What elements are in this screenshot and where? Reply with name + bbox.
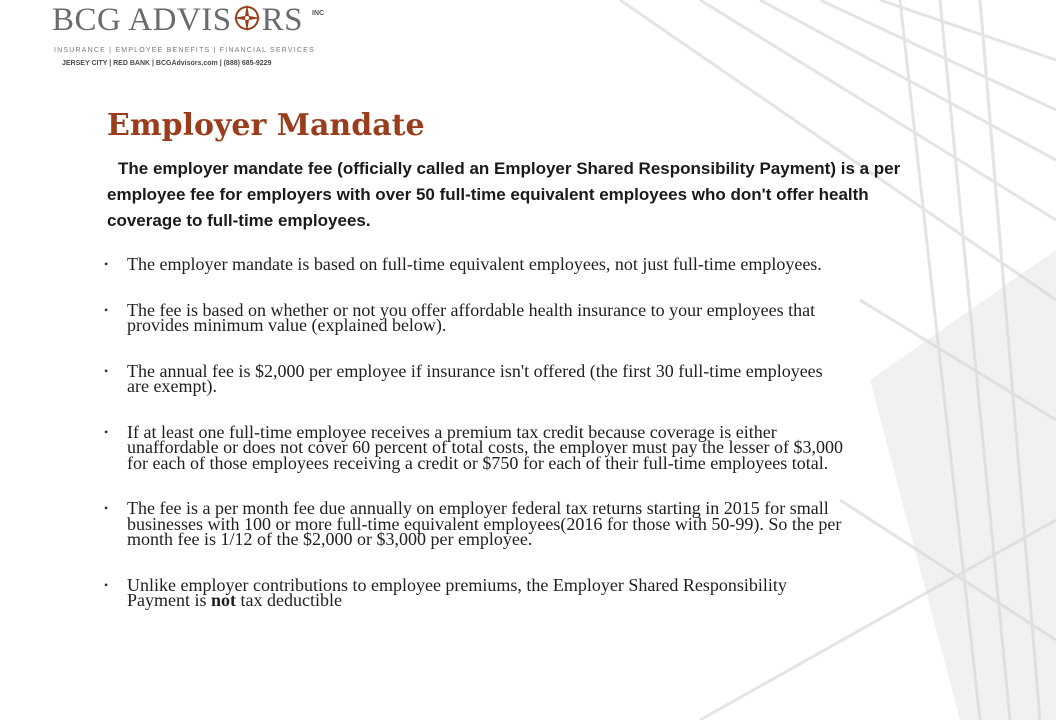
bullet-item <box>104 254 844 274</box>
page-title: Employer Mandate <box>107 108 425 143</box>
bullet-text: The fee is a per month fee due annually on employer federal tax returns starting in 2015 for small businesses with 100 or more full-time equivalent employees(2016 for those with 50-99). So the per month fee is 1/12 of the $2,000 or $3,000 per employee. <box>127 498 842 549</box>
logo-services: INSURANCE | EMPLOYEE BENEFITS | FINANCIAL SERVICES <box>54 47 315 54</box>
bullet-dot-icon: • <box>104 302 109 317</box>
bullet-item <box>104 360 844 396</box>
bullet-dot-icon: • <box>104 577 109 592</box>
logo-contact: JERSEY CITY | RED BANK | BCGAdvisors.com | (888) 685-9229 <box>62 60 272 67</box>
bullet-text-emphasis: not <box>211 590 237 610</box>
logo-inc: INC <box>312 10 325 17</box>
bullet-text: If at least one full-time employee receives a premium tax credit because coverage is either unaffordable or does not cover 60 percent of total costs, the employer must pay the lesser of $3,000 for each of those employees receiving a credit or $750 for each of their full-time employees total. <box>127 421 843 473</box>
bullet-item <box>104 498 844 549</box>
bullet-item <box>104 574 844 610</box>
subtitle-summary: The employer mandate fee (officially called an Employer Shared Responsibility Payment) is a per employee fee for employers with over 50 full-time equivalent employees who don't offer health coverage to full-time employees. <box>107 159 901 230</box>
logo-wordmark: BCG ADVIS RS <box>52 2 303 38</box>
bullet-dot-icon: • <box>104 257 109 271</box>
bullet-item <box>104 421 844 473</box>
bullet-text: The annual fee is $2,000 per employee if insurance isn't offered (the first 30 full-time employees are exempt). <box>127 360 823 396</box>
bullet-text: The fee is based on whether or not you offer affordable health insurance to your employees that provides minimum value (explained below). <box>127 299 816 335</box>
company-logo[interactable] <box>44 2 344 70</box>
bullet-list <box>104 254 844 610</box>
bullet-text-start: Unlike employer contributions to employee premiums, the Employer Shared Responsibility Payment is <box>127 574 787 610</box>
bullet-dot-icon: • <box>104 363 109 378</box>
bullet-dot-icon: • <box>104 424 109 439</box>
bullet-text-end: tax deductible <box>236 590 342 610</box>
bullet-text: The employer mandate is based on full-time equivalent employees, not just full-time employees. <box>127 254 822 274</box>
bullet-dot-icon: • <box>104 501 109 515</box>
bullet-item <box>104 299 844 335</box>
compass-icon <box>232 3 262 33</box>
